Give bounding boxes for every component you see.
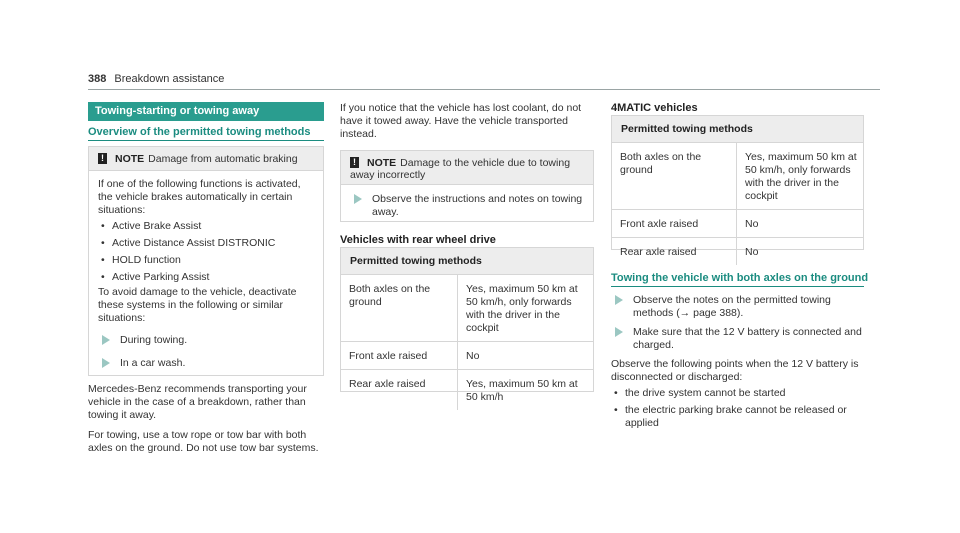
table-cell: No — [458, 342, 594, 370]
steps-both-axles — [611, 294, 864, 430]
note-title: Damage to the vehicle due to towing away incorrectly — [350, 157, 571, 181]
table-cell: No — [737, 210, 864, 238]
paragraph-recommendation: Mercedes-Benz recommends transporting your vehicle in the case of a breakdown, rather than towing it away. — [88, 383, 307, 421]
section-name: Breakdown assistance — [114, 73, 225, 85]
list-item: • the electric parking brake cannot be released or applied — [614, 404, 864, 430]
arrow-icon — [354, 194, 362, 204]
table-cell: Yes, maximum 50 km at 50 km/h, only forwards with the driver in the cockpit — [466, 283, 578, 334]
step-text: During towing. — [120, 334, 188, 346]
list-item: • Active Distance Assist DISTRONIC — [101, 235, 315, 252]
table-header: Permitted towing methods — [341, 248, 593, 275]
step-text: Observe the instructions and notes on towing away. — [372, 193, 583, 218]
note-title: Damage from automatic braking — [148, 153, 298, 165]
table-cell: No — [737, 238, 864, 266]
instruction-step — [98, 357, 315, 370]
note-box-towing — [340, 150, 594, 222]
page-header — [88, 73, 224, 85]
table-cell: Front axle raised — [341, 342, 458, 370]
table-row — [341, 275, 593, 342]
header-divider — [88, 89, 880, 90]
towing-table-4matic — [611, 115, 864, 258]
subsection-underline — [88, 140, 324, 141]
note-after: To avoid damage to the vehicle, deactivate these systems in the following or similar situations: — [98, 286, 297, 324]
note-keyword: NOTE — [115, 153, 145, 165]
page-number: 388 — [88, 73, 107, 85]
note-box-automatic-braking — [88, 146, 324, 376]
list-item: • the drive system cannot be started — [614, 385, 864, 402]
arrow-icon — [102, 358, 110, 368]
note-header — [89, 147, 323, 171]
warning-icon: ! — [350, 157, 359, 168]
heading-rear-wheel-drive: Vehicles with rear wheel drive — [340, 234, 496, 246]
heading-4matic: 4MATIC vehicles — [611, 102, 698, 114]
table-row — [612, 238, 863, 266]
arrow-icon — [102, 335, 110, 345]
paragraph-battery: Observe the following points when the 12 V battery is disconnected or discharged: — [611, 358, 859, 383]
instruction-step — [611, 326, 864, 352]
subsection-underline — [611, 286, 864, 287]
table-cell: Yes, maximum 50 km at 50 km/h, only forwards with the driver in the cockpit — [745, 151, 857, 202]
towing-methods-table — [341, 275, 593, 410]
subsection-title-both-axles: Towing the vehicle with both axles on the ground — [611, 272, 869, 284]
paragraph-coolant: If you notice that the vehicle has lost coolant, do not have it towed away. Have the vehicle transported instead. — [340, 102, 582, 140]
arrow-icon — [615, 327, 623, 337]
arrow-icon — [615, 295, 623, 305]
step-text: Make sure that the 12 V battery is connected and charged. — [633, 326, 862, 351]
table-header: Permitted towing methods — [612, 116, 863, 143]
list-item: • Active Brake Assist — [101, 218, 315, 235]
battery-list — [611, 385, 864, 430]
step-text: In a car wash. — [120, 357, 186, 369]
table-row — [341, 342, 593, 370]
table-cell: Front axle raised — [612, 210, 737, 238]
section-title-bar — [88, 102, 324, 121]
table-row — [341, 370, 593, 411]
table-row — [612, 210, 863, 238]
towing-methods-table — [612, 143, 863, 265]
table-row — [612, 143, 863, 210]
function-list — [98, 218, 315, 286]
table-cell: Yes, maximum 50 km at 50 km/h — [458, 370, 594, 411]
section-title: Towing-starting or towing away — [95, 105, 260, 117]
subsection-title-overview: Overview of the permitted towing methods — [88, 126, 311, 138]
note-keyword: NOTE — [367, 157, 397, 169]
note-body: If one of the following functions is activated, the vehicle brakes automatically in certain situations: — [98, 178, 301, 216]
table-cell: Both axles on the ground — [612, 143, 737, 210]
table-cell: Rear axle raised — [612, 238, 737, 266]
warning-icon: ! — [98, 153, 107, 164]
paragraph-towing: For towing, use a tow rope or tow bar with both axles on the ground. Do not use tow bar systems. — [88, 429, 319, 454]
list-item: • HOLD function — [101, 252, 315, 269]
instruction-step — [98, 334, 315, 347]
table-cell: Both axles on the ground — [341, 275, 458, 342]
table-cell: Rear axle raised — [341, 370, 458, 411]
step-text: Observe the notes on the permitted towing methods (→ page 388). — [633, 294, 831, 319]
towing-table-rwd — [340, 247, 594, 403]
note-header — [341, 151, 593, 185]
list-item: • Active Parking Assist — [101, 269, 315, 286]
instruction-step — [350, 193, 585, 219]
instruction-step — [611, 294, 864, 320]
